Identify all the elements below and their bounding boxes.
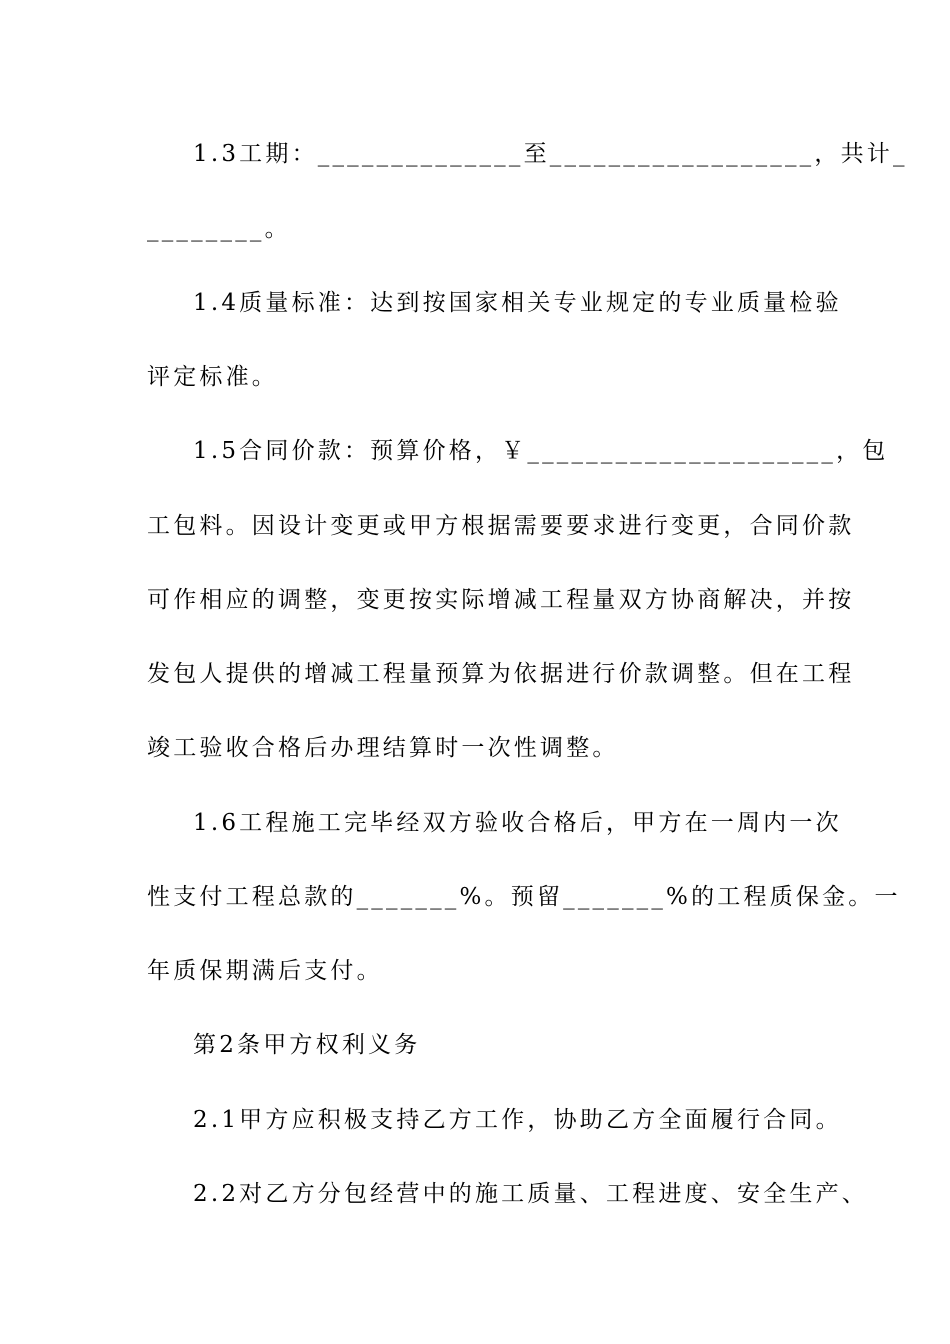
clause-1-6-line-1: 1.6工程施工完毕经双方验收合格后，甲方在一周内一次	[193, 810, 842, 836]
clause-2-2-line-1: 2.2对乙方分包经营中的施工质量、工程进度、安全生产、	[193, 1181, 868, 1207]
clause-1-6-line-2: 性支付工程总款的_______%。预留_______%的工程质保金。一	[147, 884, 901, 910]
clause-1-5-line-2: 工包料。因设计变更或甲方根据需要要求进行变更，合同价款	[147, 513, 855, 539]
clause-2-1-line-1: 2.1甲方应积极支持乙方工作，协助乙方全面履行合同。	[193, 1107, 842, 1133]
article-2-heading: 第2条甲方权利义务	[193, 1032, 421, 1058]
clause-1-6-line-3: 年质保期满后支付。	[147, 958, 383, 984]
clause-1-4-line-1: 1.4质量标准：达到按国家相关专业规定的专业质量检验	[193, 290, 842, 316]
clause-1-5-line-5: 竣工验收合格后办理结算时一次性调整。	[147, 735, 619, 761]
clause-1-5-line-4: 发包人提供的增减工程量预算为依据进行价款调整。但在工程	[147, 661, 855, 687]
clause-1-3-line-2: ________。	[147, 216, 291, 242]
clause-1-5-line-3: 可作相应的调整，变更按实际增减工程量双方协商解决，并按	[147, 587, 855, 613]
clause-1-5-line-1: 1.5合同价款：预算价格，￥_____________________，包	[193, 438, 889, 464]
clause-1-4-line-2: 评定标准。	[147, 364, 278, 390]
clause-1-3-line-1: 1.3工期：______________至__________________，共计_	[193, 141, 908, 167]
